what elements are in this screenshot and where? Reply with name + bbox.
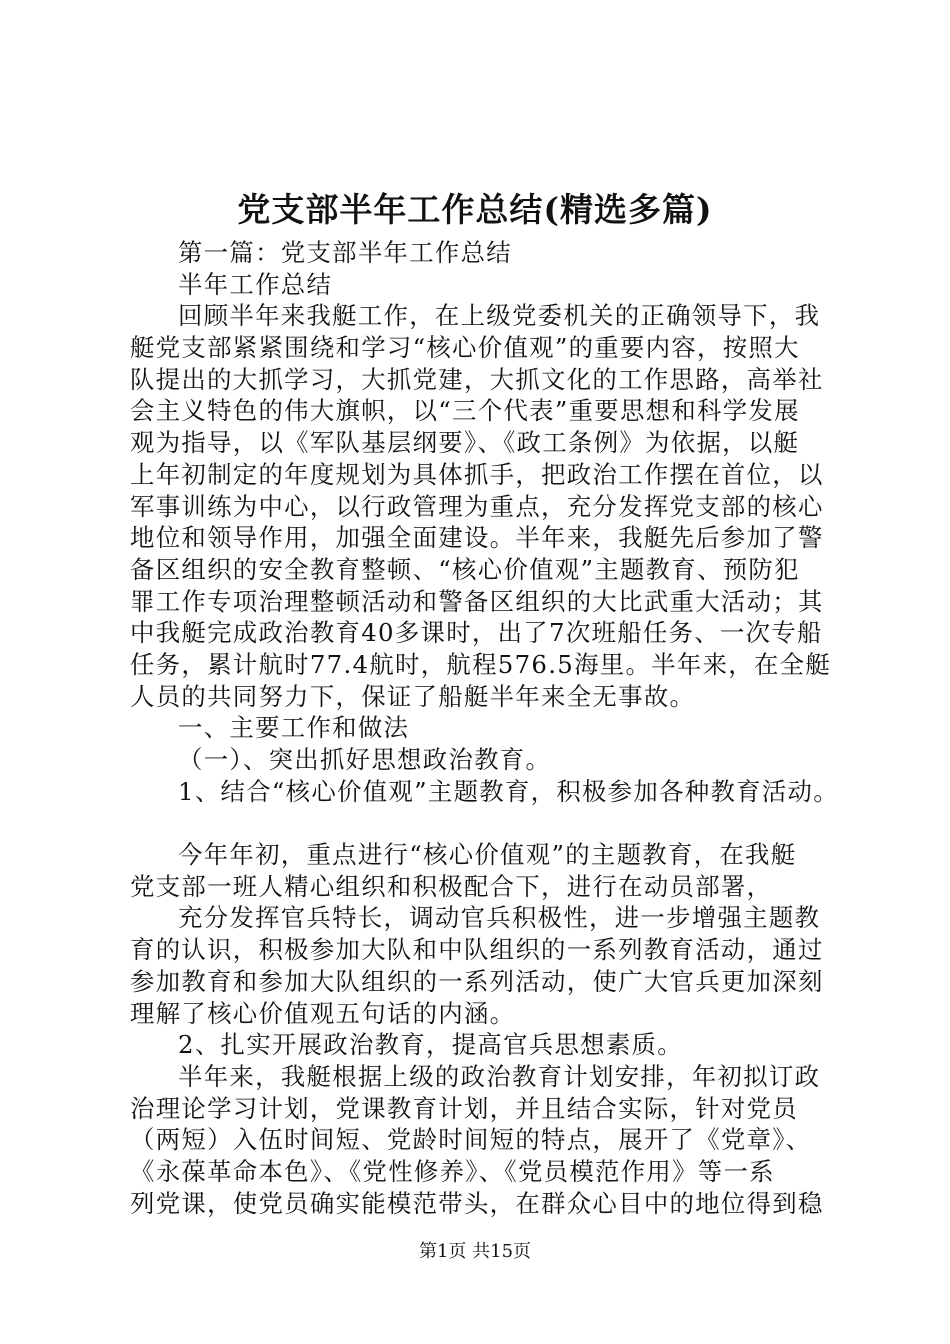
page-number: 第1页 共15页 xyxy=(418,1241,532,1262)
paragraph-line: 备区组织的安全教育整顿、“核心价值观”主题教育、预防犯 xyxy=(130,554,800,584)
paragraph-line: 人员的共同努力下，保证了船艇半年来全无事故。 xyxy=(130,681,696,711)
paragraph-line: 党支部一班人精心组织和积极配合下，进行在动员部署， xyxy=(130,871,773,901)
paragraph-line: 理解了核心价值观五句话的内涵。 xyxy=(130,998,516,1028)
paragraph-line: 治理论学习计划，党课教育计划，并且结合实际，针对党员 xyxy=(130,1093,798,1123)
paragraph-line: 今年年初，重点进行“核心价值观”的主题教育，在我艇 xyxy=(178,840,797,870)
section-heading: 一、主要工作和做法 xyxy=(178,713,410,743)
subsection-heading: （一）、突出抓好思想政治教育。 xyxy=(178,745,552,774)
paragraph-line: （两短）入伍时间短、党龄时间短的特点，展开了《党章》、 xyxy=(130,1125,812,1155)
paragraph-line: 地位和领导作用，加强全面建设。半年来，我艇先后参加了警 xyxy=(130,523,824,553)
document-body xyxy=(130,237,850,1219)
paragraph-line: 任务，累计航时77.4航时，航程576.5海里。半年来，在全艇 xyxy=(130,649,832,679)
paragraph-line: 观为指导，以《军队基层纲要》、《政工条例》为依据，以艇 xyxy=(130,428,800,458)
paragraph-line: 艇党支部紧紧围绕和学习“核心价值观”的重要内容，按照大 xyxy=(130,333,800,363)
document-title: 党支部半年工作总结(精选多篇) xyxy=(237,190,713,229)
paragraph-line: 半年来，我艇根据上级的政治教育计划安排，年初拟订政 xyxy=(178,1061,821,1091)
paragraph-line: 《永葆革命本色》、《党性修养》、《党员模范作用》等一系 xyxy=(130,1156,775,1186)
item-heading: 2、扎实开展政治教育，提高官兵思想素质。 xyxy=(178,1030,683,1060)
paragraph-line: 军事训练为中心，以行政管理为重点，充分发挥党支部的核心 xyxy=(130,491,824,521)
paragraph-line: 会主义特色的伟大旗帜，以“三个代表”重要思想和科学发展 xyxy=(130,396,800,426)
subheading: 半年工作总结 xyxy=(178,269,333,299)
paragraph-line: 队提出的大抓学习，大抓党建，大抓文化的工作思路，高举社 xyxy=(130,364,824,394)
paragraph-line: 回顾半年来我艇工作，在上级党委机关的正确领导下，我 xyxy=(178,301,821,331)
paragraph-line: 参加教育和参加大队组织的一系列活动，使广大官兵更加深刻 xyxy=(130,966,824,996)
paragraph-line: 充分发挥官兵特长，调动官兵积极性，进一步增强主题教 xyxy=(178,903,821,933)
item-heading: 1、结合“核心价值观”主题教育，积极参加各种教育活动。 xyxy=(178,776,839,806)
section-heading: 第一篇：党支部半年工作总结 xyxy=(178,238,512,267)
paragraph-line: 育的认识，积极参加大队和中队组织的一系列教育活动，通过 xyxy=(130,935,824,965)
paragraph-line: 列党课，使党员确实能模范带头，在群众心目中的地位得到稳 xyxy=(130,1188,824,1218)
paragraph-line: 罪工作专项治理整顿活动和警备区组织的大比武重大活动；其 xyxy=(130,586,824,616)
paragraph-line: 中我艇完成政治教育40多课时，出了7次班船任务、一次专船 xyxy=(130,618,823,648)
paragraph-line: 上年初制定的年度规划为具体抓手，把政治工作摆在首位，以 xyxy=(130,459,824,489)
blank-line xyxy=(130,807,850,839)
